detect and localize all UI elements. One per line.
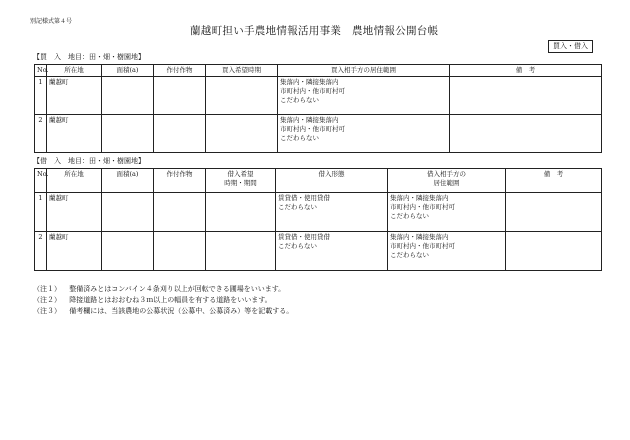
- row-no: 1: [35, 193, 47, 232]
- row-period[interactable]: [206, 232, 276, 271]
- row-location: 蘭越町: [47, 232, 102, 271]
- row-period[interactable]: [206, 193, 276, 232]
- col-range: [388, 169, 506, 193]
- table-row: [35, 77, 602, 115]
- table-row: [35, 193, 602, 232]
- lease-section-label: 【借 入 地目：田・畑・樹園地】: [33, 157, 145, 165]
- col-range: 買入相手方の居住範囲: [278, 65, 450, 77]
- form-option: こだわらない: [278, 203, 317, 211]
- note-text: 備考欄には、当該農地の公募状況（公募中、公募済み）等を記載する。: [69, 307, 294, 315]
- row-form[interactable]: [276, 193, 388, 232]
- note-label: （注１）: [33, 285, 61, 293]
- col-period-line: 時期・期間: [224, 179, 257, 187]
- row-range[interactable]: [278, 77, 450, 115]
- range-option: こだわらない: [390, 212, 429, 220]
- range-option: 市町村内・他市町村可: [280, 87, 345, 95]
- row-no: 2: [35, 232, 47, 271]
- purchase-header-row: [35, 65, 602, 77]
- note-3: [33, 307, 293, 315]
- col-period-line: 借入希望: [227, 170, 254, 178]
- col-location: 所在地: [47, 169, 102, 193]
- form-option: 賃貸借・使用貸借: [278, 233, 330, 241]
- note-label: （注３）: [33, 307, 61, 315]
- col-note: 備 考: [506, 169, 602, 193]
- form-option: こだわらない: [278, 242, 317, 250]
- row-crop[interactable]: [154, 193, 206, 232]
- row-period[interactable]: [206, 77, 278, 115]
- row-area[interactable]: [102, 232, 154, 271]
- purchase-section-label: 【買 入 地目：田・畑・樹園地】: [33, 53, 145, 61]
- row-location: 蘭越町: [47, 77, 102, 115]
- col-note: 備 考: [450, 65, 602, 77]
- range-option: 市町村内・他市町村可: [280, 125, 345, 133]
- col-crop: 作付作物: [154, 65, 206, 77]
- range-option: 集落内・隣接集落内: [390, 233, 449, 241]
- note-text: 整備済みとはコンバイン４条刈り以上が回転できる圃場をいいます。: [69, 285, 286, 293]
- row-location: 蘭越町: [47, 193, 102, 232]
- form-option: 賃貸借・使用貸借: [278, 194, 330, 202]
- col-no: No.: [35, 169, 47, 193]
- row-area[interactable]: [102, 193, 154, 232]
- range-option: こだわらない: [390, 251, 429, 259]
- row-period[interactable]: [206, 115, 278, 153]
- range-option: こだわらない: [280, 134, 319, 142]
- row-note[interactable]: [450, 77, 602, 115]
- col-area: 面積(a): [102, 169, 154, 193]
- lease-header-row: [35, 169, 602, 193]
- range-option: 市町村内・他市町村可: [390, 242, 455, 250]
- col-location: 所在地: [47, 65, 102, 77]
- range-option: 集落内・隣接集落内: [280, 116, 339, 124]
- row-note[interactable]: [506, 232, 602, 271]
- page-title: 蘭越町担い手農地情報活用事業 農地情報公開台帳: [190, 25, 439, 37]
- row-location: 蘭越町: [47, 115, 102, 153]
- row-crop[interactable]: [154, 232, 206, 271]
- note-label: （注２）: [33, 296, 61, 304]
- range-option: 集落内・隣接集落内: [280, 78, 339, 86]
- row-note[interactable]: [450, 115, 602, 153]
- note-2: [33, 296, 272, 304]
- row-note[interactable]: [506, 193, 602, 232]
- table-row: [35, 115, 602, 153]
- purchase-table: [34, 64, 602, 153]
- table-row: [35, 232, 602, 271]
- form-number: 別記様式第４号: [30, 18, 73, 25]
- col-crop: 作付作物: [154, 169, 206, 193]
- row-form[interactable]: [276, 232, 388, 271]
- note-1: [33, 285, 285, 293]
- row-area[interactable]: [102, 77, 154, 115]
- range-option: 市町村内・他市町村可: [390, 203, 455, 211]
- col-area: 面積(a): [102, 65, 154, 77]
- row-no: 2: [35, 115, 47, 153]
- col-no: No.: [35, 65, 47, 77]
- col-period: [206, 169, 276, 193]
- row-area[interactable]: [102, 115, 154, 153]
- range-option: 集落内・隣接集落内: [390, 194, 449, 202]
- col-period: 買入希望時期: [206, 65, 278, 77]
- lease-table: [34, 168, 602, 271]
- range-option: こだわらない: [280, 96, 319, 104]
- row-range[interactable]: [388, 232, 506, 271]
- row-range[interactable]: [388, 193, 506, 232]
- note-text: 降接道路とはおおむね３ｍ以上の幅員を有する道路をいいます。: [69, 296, 272, 304]
- col-range-line: 借入相手方の: [427, 170, 466, 178]
- type-stamp: 買入・借入: [548, 40, 593, 53]
- col-range-line: 居住範囲: [433, 179, 460, 187]
- col-form: 借入形態: [276, 169, 388, 193]
- row-no: 1: [35, 77, 47, 115]
- row-range[interactable]: [278, 115, 450, 153]
- row-crop[interactable]: [154, 77, 206, 115]
- row-crop[interactable]: [154, 115, 206, 153]
